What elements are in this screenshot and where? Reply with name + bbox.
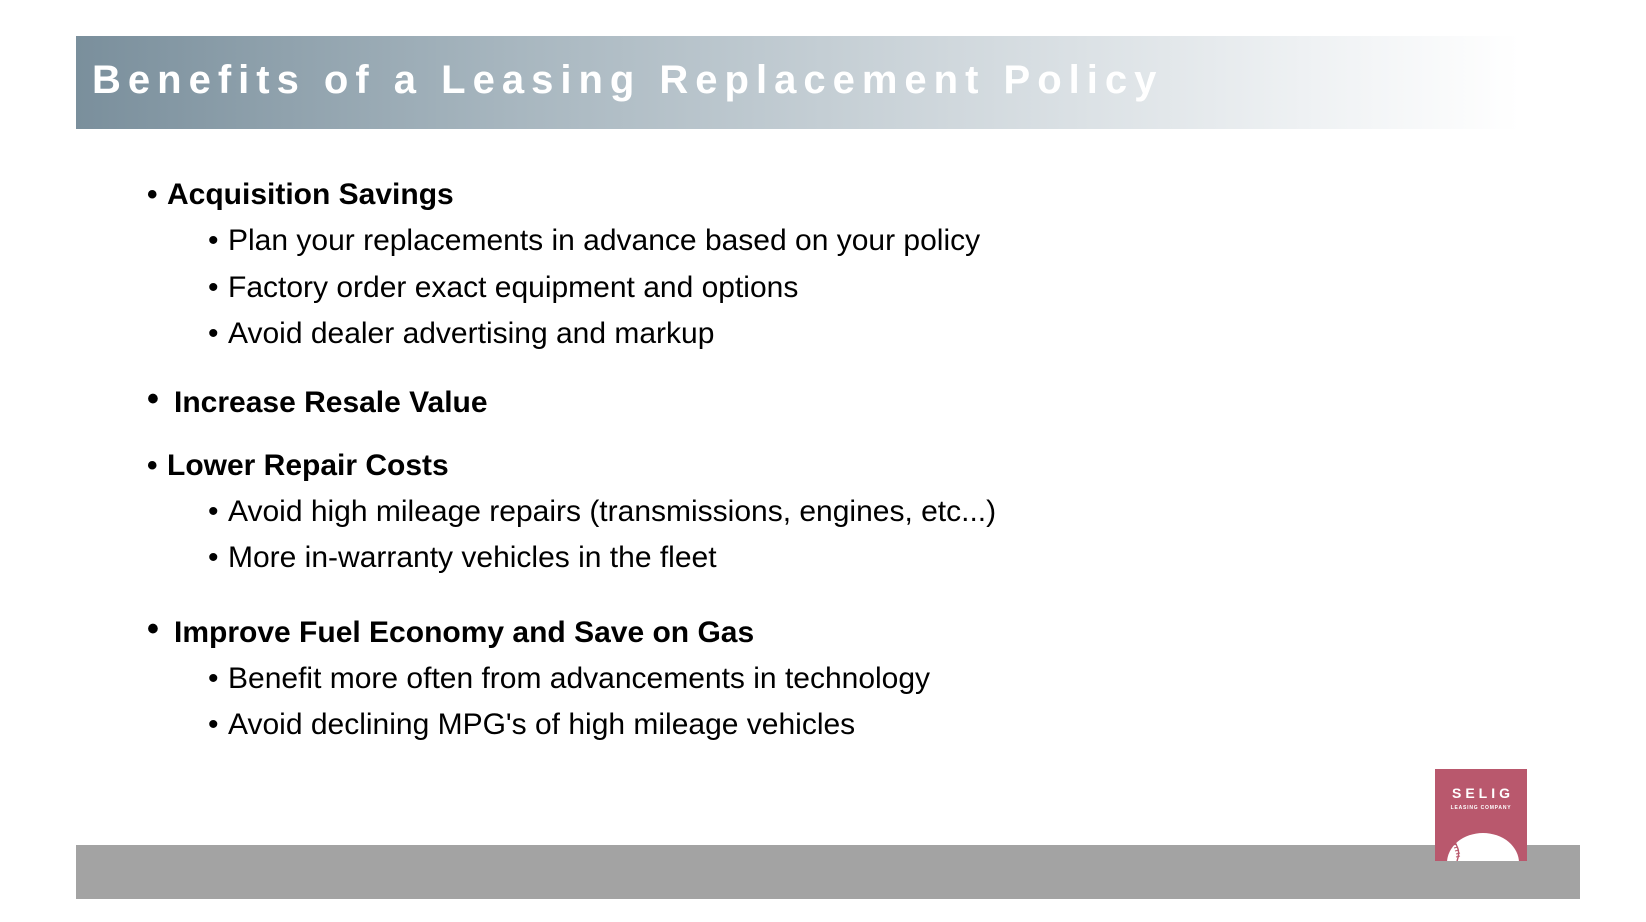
logo-tagline: LEASING COMPANY (1450, 805, 1512, 811)
bullet-icon: • (208, 224, 219, 257)
bullet-icon: • (208, 541, 219, 574)
section-heading-acquisition-savings: • Acquisition Savings (147, 172, 1347, 218)
selig-logo (1435, 769, 1527, 861)
list-item: • Factory order exact equipment and options (147, 265, 1347, 312)
list-item: • Plan your replacements in advance based on your policy (147, 218, 1347, 265)
slide-title: Benefits of a Leasing Replacement Policy (92, 58, 1164, 102)
bullet-icon: • (208, 661, 219, 695)
bullet-icon: • (147, 609, 159, 648)
list-item: • Avoid high mileage repairs (transmissions, engines, etc...) (147, 489, 1347, 536)
title-banner (76, 36, 1520, 129)
bullet-icon: • (208, 708, 219, 741)
list-item: • Avoid declining MPG's of high mileage vehicles (147, 702, 1347, 749)
bullet-icon: • (208, 317, 219, 350)
bullet-icon: • (208, 270, 219, 304)
bullet-icon: • (147, 448, 158, 482)
section-heading-increase-resale-value: • Increase Resale Value (147, 376, 1347, 426)
list-item: • Benefit more often from advancements in technology (147, 656, 1347, 703)
bullet-list (147, 172, 1347, 749)
section-heading-improve-fuel-economy: • Improve Fuel Economy and Save on Gas (147, 606, 1347, 656)
bullet-icon: • (147, 178, 158, 211)
section-heading-lower-repair-costs: • Lower Repair Costs (147, 443, 1347, 489)
baseball-icon (1435, 829, 1527, 861)
logo-name: SELIG (1451, 785, 1514, 801)
list-item: • More in-warranty vehicles in the fleet (147, 535, 1347, 582)
list-item: • Avoid dealer advertising and markup (147, 311, 1347, 358)
bullet-icon: • (147, 379, 159, 418)
footer-bar (76, 845, 1580, 899)
bullet-icon: • (208, 494, 219, 528)
